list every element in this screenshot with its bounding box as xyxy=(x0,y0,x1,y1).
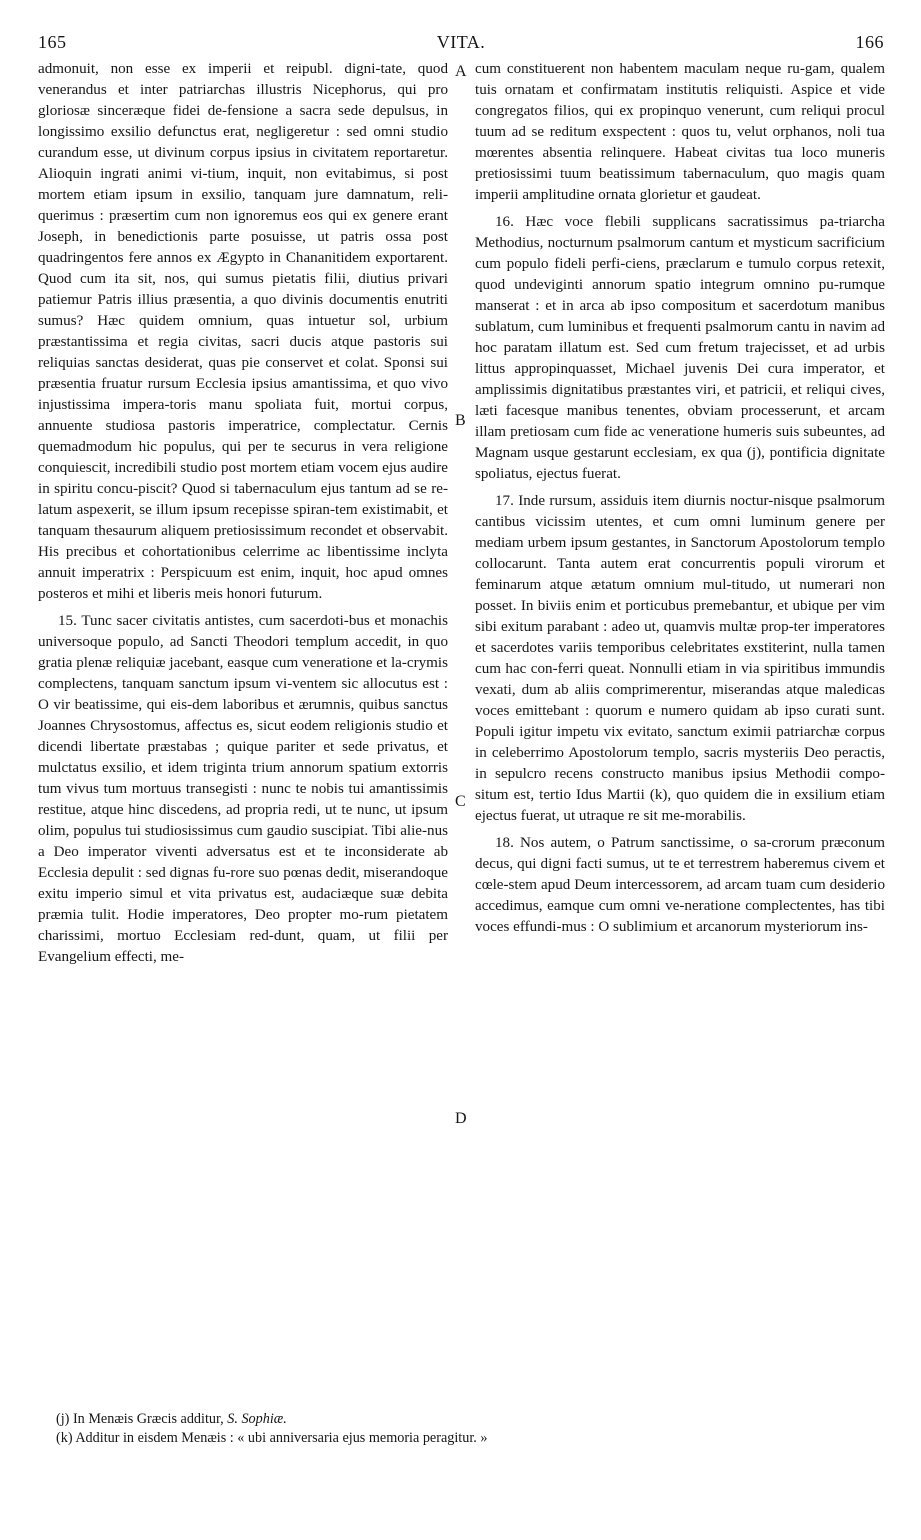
paragraph-continued: admonuit, non esse ex imperii et reipubl. digni-tate, quod venerandus et inter patriarchas illustris Nicephorus, qui pro gloriosæ sinceræque fidei de-fensione a sacra sede depulsus, in longissimo exsilio defunctus erat, negligeretur : sed omni studio curandum esse, ut divinum corpus ipsius in civitatem reportaretur. Alioquin ingrati animi vi-tium, inquit, non evitabimus, si post mortem etiam ipsum in exsilio, tanquam jure damnatum, reli-querimus : præsertim cum non ignoremus eos qui ex genere erant Joseph, in benedictionis parte posuisse, ut patris ossa post quadringentos fere annos ex Ægypto in Chananitidem exportarent. Quod cum ita sit, nos, qui sumus pietatis filii, diutius privari patiemur Patris illius præsentia, a quo divinis documentis enutriti sumus? Hæc quidem omnium, quas intuetur sol, urbium præstantissima et regia civitas, sacri ducis atque pastoris sui reliquias sanctas desiderat, quas pie conservet et colat. Sponsi sui præsentia fruatur rursum Ecclesia ipsius amantissima, et quo vivo injustissima impera-toris manu spoliata fuit, mortui corpus, annuente studiosa pastoris imperatrice, complectatur. Cernis quemadmodum hic populus, qui per te securus in vera religione conquiescit, incredibili studio post mortem etiam vocem ejus audire in spiritu concu-piscit? Quod si tabernaculum ejus tantum ad se re-latum aspexerit, se illum ipsum recepisse spiran-tem existimabit, et tanquam thesaurum aliquem pretiosissimum recondet et observabit. His precibus et cohortationibus celerrime ac libentissime inclyta annuit imperatrix : Perspicuum est enim, inquit, hoc apud omnes posteros et mihi et liberis meis honori futurum. xyxy=(38,61,448,602)
running-title: VITA. xyxy=(436,32,486,52)
paragraph-16: 16. Hæc voce flebili supplicans sacratissimus pa-triarcha Methodius, nocturnum psalmorum cantum et mysticum sacrificium cum populo fideli perfi-ciens, præclarum e tumulo corpus retexit, quod undeviginti annorum spatio integrum omnino pu-rumque manserat : et in arca ab ipso compositum et sacerdotum manibus sublatum, cum luminibus et frequenti psalmorum cantu in navim ad hoc paratam illatum est. Sed cum fretum trajecisset, et ad urbis littus appropinquasset, Michael juvenis Dei cura imperator, et amplissimis dignitatibus præstantes viri, et patricii, et reliqui cives, læti facesque manibus tenentes, obviam processerunt, et arcam illam pretiosam cum fide ac veneratione humeris suis subeuntes, ad Magnam usque gestarunt ecclesiam, ex qua (j), pontificia dignitate spoliatus, ejectus fuerat. xyxy=(475,214,885,482)
left-column xyxy=(38,59,448,968)
margin-letter-a: A xyxy=(455,63,467,80)
right-column xyxy=(475,59,885,938)
footnote-emphasis: S. Sophiæ. xyxy=(227,1411,287,1427)
running-header xyxy=(38,32,884,62)
footnote-text: In Menæis Græcis additur, xyxy=(72,1411,224,1427)
footnote-k xyxy=(56,1429,886,1448)
margin-letter-d: D xyxy=(455,1110,467,1127)
page-number-left: 165 xyxy=(38,32,67,52)
paragraph-continued-right: cum constituerent non habentem maculam neque ru-gam, qualem tuis ornatam et confirmatam institutis reliquisti. Aspice et vide congregatos filios, qui ex propinquo venerunt, cum reliqui procul tuum ad se reditum exspectent : quos tu, velut orphanos, noli tua mœrentes absentia relinquere. Habeat civitas tua loco muneris pretiosissimi tuum beatissimum tabernaculum, quo magis quam imperii amplitudine ornata glorietur et gaudeat. xyxy=(475,61,885,203)
footnote-j xyxy=(56,1410,886,1429)
paragraph-17: 17. Inde rursum, assiduis item diurnis noctur-nisque psalmorum cantibus vicissim utentes, et cum omni luminum genere per mediam urbem ipsum gestantes, in Sanctorum Apostolorum templo collocarunt. Tanta autem erat concurrentis populi virorum et feminarum atque ætatum omnium mul-titudo, ut numerari non posset. In biviis enim et porticubus premebantur, et ubique per vim sibi exitum parabant : adeo ut, quamvis multæ prop-ter imperatores et sacerdotes variis temporibus celebritates exstiterint, nulla tamen cum hac con-ferri queat. Nonnulli etiam in via spiritibus immundis vexati, dum ab aliis comprimerentur, miserandas atque maledicas voces emittebant : quorum e numero quidam ab ipso curati sunt. Populi igitur impetu vix evitato, sanctum eximii patriarchæ corpus in celeberrimo Apostolorum templo, sacris mysteriis Deo peractis, in sepulcro recens constructo manibus ipsius Methodii compo-situm est, tertio Idus Martii (k), quo quidem die in exsilium etiam ejectus fuerat, ut utraque re sit me-morabilis. xyxy=(475,493,885,824)
margin-letter-b: B xyxy=(455,412,466,429)
paragraph-18: 18. Nos autem, o Patrum sanctissime, o sa-crorum præconum decus, qui digni facti sumus, ut te et terrestrem haberemus civem et cœle-stem apud Deum intercessorem, ad arcam tuam cum desiderio accedimus, eamque cum omni ve-neratione complectentes, has tibi voces effundi-mus : O sublimium et arcanorum mysteriorum ins- xyxy=(475,835,885,935)
footnote-text: Additur in eisdem Menæis : « ubi anniversaria ejus memoria peragitur. » xyxy=(75,1430,488,1446)
margin-letter-c: C xyxy=(455,793,466,810)
footnotes xyxy=(56,1410,886,1448)
paragraph-15: 15. Tunc sacer civitatis antistes, cum sacerdoti-bus et monachis universoque populo, ad Sancti Theodori templum accedit, in quo gratia plenæ reliquiæ jacebant, easque cum veneratione et la-crymis complectens, tanquam sanctum ipsum vi-ventem sic allocutus est : O vir beatissime, qui eis-dem laboribus et ærumnis, quibus sanctus Joannes Chrysostomus, affectus es, sicut eodem religionis studio et dicendi libertate præstabas ; quique pariter et sede privatus, et mulctatus exsilio, et idem triginta trium annorum spatium extorris tum vivus tum mortuus transegisti : nunc te nobis tui amantissimis restitue, atque hinc discedens, ad propria redi, ut te nunc, ut ipsum olim, populus tui studiosissimus cum gaudio suscipiat. Tibi alie-nus a Deo imperator viventi adversatus est et te inconsiderate ab Ecclesia depulit : sed dignas fu-rore suo pœnas dedit, miserandoque exitu imperio simul et vita privatus est, audaciæque suæ debita præmia tulit. Hodie imperatores, Deo propter mo-rum pietatem charissimi, mortuo Ecclesiam red-dunt, quam, ut filii per Evangelium effecti, me- xyxy=(38,613,448,965)
page-number-right: 166 xyxy=(855,32,884,52)
footnote-marker: (j) xyxy=(56,1411,70,1427)
footnote-marker: (k) xyxy=(56,1430,73,1446)
